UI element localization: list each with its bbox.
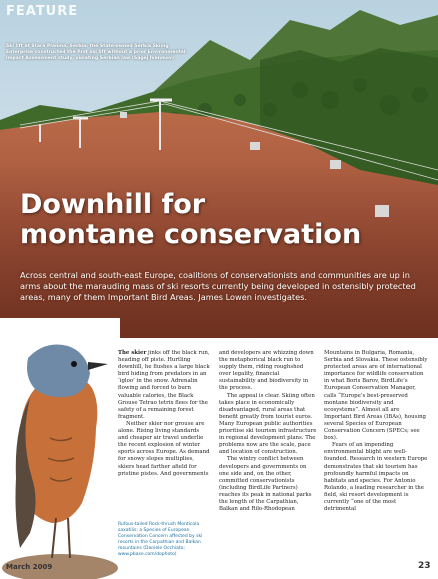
paragraph: The appeal is clear. Skiing often takes place in economically disadvantaged, rural areas that benefit greatly from tourist euros. Many European public authorities prioritise ski tourism infrastructure in regional development plans. The problems now are the scale, pace and location of construction. <box>219 392 317 456</box>
body-column-2 <box>219 350 317 513</box>
bird-caption: Rufous-tailed Rock-thrush Monticola saxatilis: a Species of European Conservation Concern affected by ski resorts in the Carpathian and Balkan mountains (Daniele Occhiato; www.pbase.com/dophoto) <box>118 522 203 557</box>
headline-line-1: Downhill for <box>20 189 206 220</box>
body-column-1 <box>118 350 210 478</box>
lead-in: The skier <box>118 350 147 356</box>
paragraph: The skier jinks off the black run, heading off piste. Hurtling downhill, he flushes a large black bird hiding from predators in an ‘igloo’ in the snow. Adrenalin flowing and forced to burn valuable calories, the Black Grouse Tetrao tetrix flees for the safety of a remaining forest fragment. <box>118 350 210 420</box>
paragraph: and developers are whizzing down the metaphorical black run to supply them, riding roughshod over legality, financial sustainability and biodiversity in the process. <box>219 350 314 392</box>
paragraph: Mountains in Bulgaria, Romania, Serbia and Slovakia. These ostensibly protected areas are of international importance for wildlife conservation in what Boris Barov, BirdLife’s European Conservation Manager, calls “Europe’s best-preserved montane biodiversity and ecosystems”. Almost all are Important Bird Areas (IBAs), housing several Species of European Conservation Concern (SPECs; see box). <box>324 350 428 442</box>
issue-date: March 2009 <box>6 563 53 571</box>
paragraph: Fears of an impending environmental blight are well-founded. Research in western Europe demonstrates that ski tourism has profoundly harmful impacts on habitats and species. For Antonio Rolando, a leading researcher in the field, ski resort development is currently “one of the most detrimental <box>324 442 428 513</box>
article-standfirst: Across central and south-east Europe, coalitions of conservationists and communities are up in arms about the marauding mass of ski resorts currently being developed in ostensibly protected areas, many of them Important Bird Areas. James Lowen investigates. <box>20 270 416 303</box>
rock-thrush-photo <box>0 318 120 579</box>
photo-caption: Ski lift at Stara Planina, Serbia: the State-owned Serbia Skiing Enterprise constructed the first ski lift without a prior Environmental Impact Assessment study, violating Serbian law (Sagej Ivanmov) <box>6 44 186 61</box>
page-number: 23 <box>418 561 431 571</box>
article-headline <box>20 190 430 250</box>
paragraph: The wintry conflict between developers and governments on one side and, on the other, committed conservationists (including BirdLife Partners) reaches its peak in national parks the length of the Carpathian, Balkan and Rilo-Rhodopean <box>219 456 312 513</box>
headline-line-2: montane conservation <box>20 219 362 250</box>
body-column-3 <box>324 350 428 513</box>
paragraph: Neither skier nor grouse are alone. Rising living standards and cheaper air travel underlie the recent explosion of winter sports across Europe. As demand for snowy slopes multiplies, skiers head farther afield for pristine pistes. And governments <box>118 420 210 477</box>
section-label: FEATURE <box>6 4 79 19</box>
